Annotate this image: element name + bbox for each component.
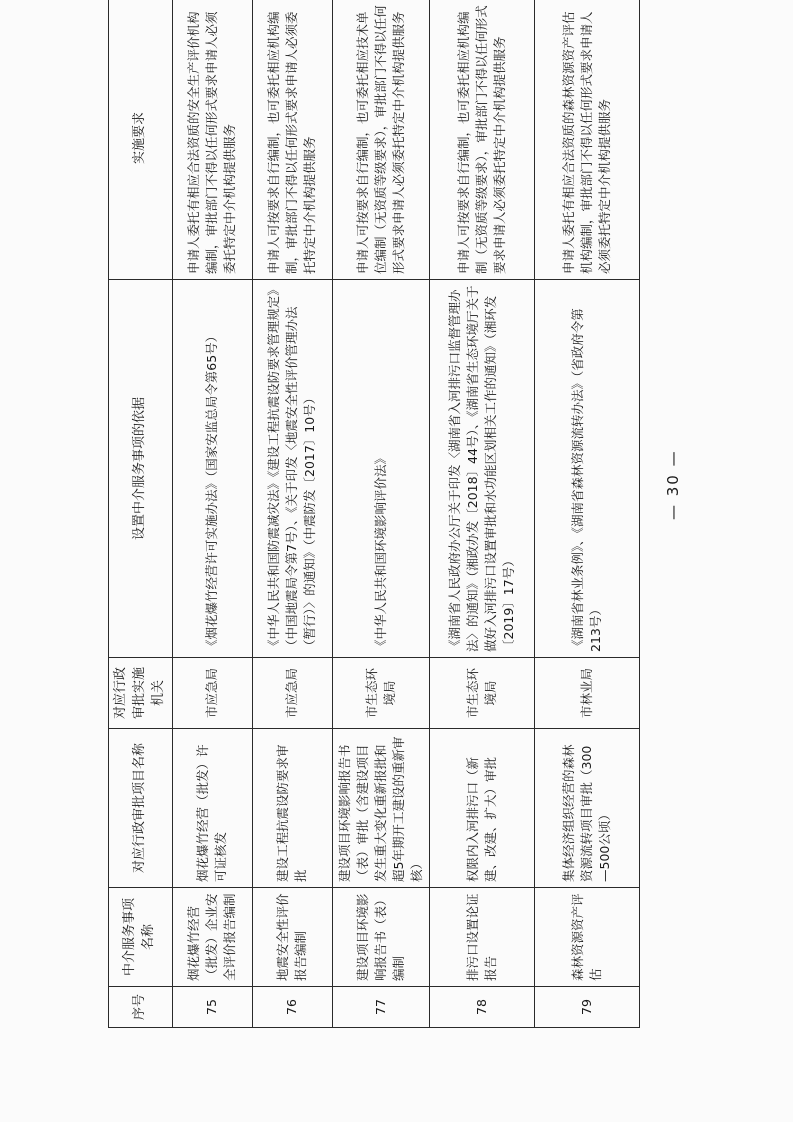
row-authority: 市生态环境局 bbox=[332, 658, 430, 729]
row-basis: 《中华人民共和国防震减灾法》《建设工程抗震设防要求管理规定》（中国地震局令第7号）、《关于印发〈地震安全性评价管理办法（暂行）〉的通知》（中震防发〔2017〕10号） bbox=[252, 280, 332, 658]
row-no: 75 bbox=[172, 987, 252, 1028]
row-no: 76 bbox=[252, 987, 332, 1028]
service-items-table bbox=[108, 0, 640, 1028]
table-row bbox=[252, 0, 332, 1028]
table-row bbox=[332, 0, 430, 1028]
row-authority: 市应急局 bbox=[172, 658, 252, 729]
row-approval-item: 建设项目环境影响报告书（表）审批（含建设项目发生重大变化重新报批和超5年期开工建设的重新审核） bbox=[332, 729, 430, 888]
row-service-name: 建设项目环境影响报告书（表）编制 bbox=[332, 888, 430, 987]
row-approval-item: 建设工程抗震设防要求审批 bbox=[252, 729, 332, 888]
row-approval-item: 集体经济组织经营的森林资源流转项目审批（300—500公顷） bbox=[535, 729, 640, 888]
row-service-name: 排污口设置论证报告 bbox=[430, 888, 535, 987]
table-header-row bbox=[109, 0, 173, 1028]
row-requirement: 申请人委托有相应合法资质的森林资源资产评估机构编制，审批部门不得以任何形式要求申请人必须委托特定中介机构提供服务 bbox=[535, 0, 640, 280]
table-row bbox=[535, 0, 640, 1028]
row-service-name: 地震安全性评价报告编制 bbox=[252, 888, 332, 987]
row-basis: 《湖南省人民政府办公厅关于印发〈湖南省入河排污口监督管理办法〉的通知》（湘政办发〔2018〕44号）、《湖南省生态环境厅关于做好入河排污口设置审批和水功能区划相关工作的通知》（湘环发〔2019〕17号） bbox=[430, 280, 535, 658]
row-requirement: 申请人可按要求自行编制，也可委托相应机构编制（无资质等级要求），审批部门不得以任何形式要求申请人必须委托特定中介机构提供服务 bbox=[430, 0, 535, 280]
row-basis: 《湖南省林业条例》、《湖南省森林资源流转办法》（省政府令第213号） bbox=[535, 280, 640, 658]
page-number: — 30 — bbox=[664, 449, 682, 520]
row-authority: 市生态环境局 bbox=[430, 658, 535, 729]
rotated-table-sheet bbox=[108, 5, 628, 1028]
row-basis: 《烟花爆竹经营许可实施办法》（国家安监总局令第65号） bbox=[172, 280, 252, 658]
row-requirement: 申请人可按要求自行编制，也可委托相应技术单位编制（无资质等级要求），审批部门不得以任何形式要求申请人必须委托特定中介机构提供服务 bbox=[332, 0, 430, 280]
header-requirement: 实施要求 bbox=[109, 0, 173, 280]
row-approval-item: 权限内入河排污口（新建、改建、扩大）审批 bbox=[430, 729, 535, 888]
row-service-name: 森林资源资产评估 bbox=[535, 888, 640, 987]
row-requirement: 申请人委托有相应合法资质的安全生产评价机构编制，审批部门不得以任何形式要求申请人必须委托特定中介机构提供服务 bbox=[172, 0, 252, 280]
row-approval-item: 烟花爆竹经营（批发）许可证核发 bbox=[172, 729, 252, 888]
row-requirement: 申请人可按要求自行编制，也可委托相应机构编制，审批部门不得以任何形式要求申请人必须委托特定中介机构提供服务 bbox=[252, 0, 332, 280]
header-service-name: 中介服务事项名称 bbox=[109, 888, 173, 987]
header-authority: 对应行政审批实施机关 bbox=[109, 658, 173, 729]
row-no: 78 bbox=[430, 987, 535, 1028]
table-row bbox=[172, 0, 252, 1028]
header-basis: 设置中介服务事项的依据 bbox=[109, 280, 173, 658]
row-no: 79 bbox=[535, 987, 640, 1028]
table-row bbox=[430, 0, 535, 1028]
row-authority: 市林业局 bbox=[535, 658, 640, 729]
row-basis: 《中华人民共和国环境影响评价法》 bbox=[332, 280, 430, 658]
header-no: 序号 bbox=[109, 987, 173, 1028]
header-approval-item: 对应行政审批项目名称 bbox=[109, 729, 173, 888]
row-service-name: 烟花爆竹经营（批发）企业安全评价报告编制 bbox=[172, 888, 252, 987]
row-authority: 市应急局 bbox=[252, 658, 332, 729]
row-no: 77 bbox=[332, 987, 430, 1028]
